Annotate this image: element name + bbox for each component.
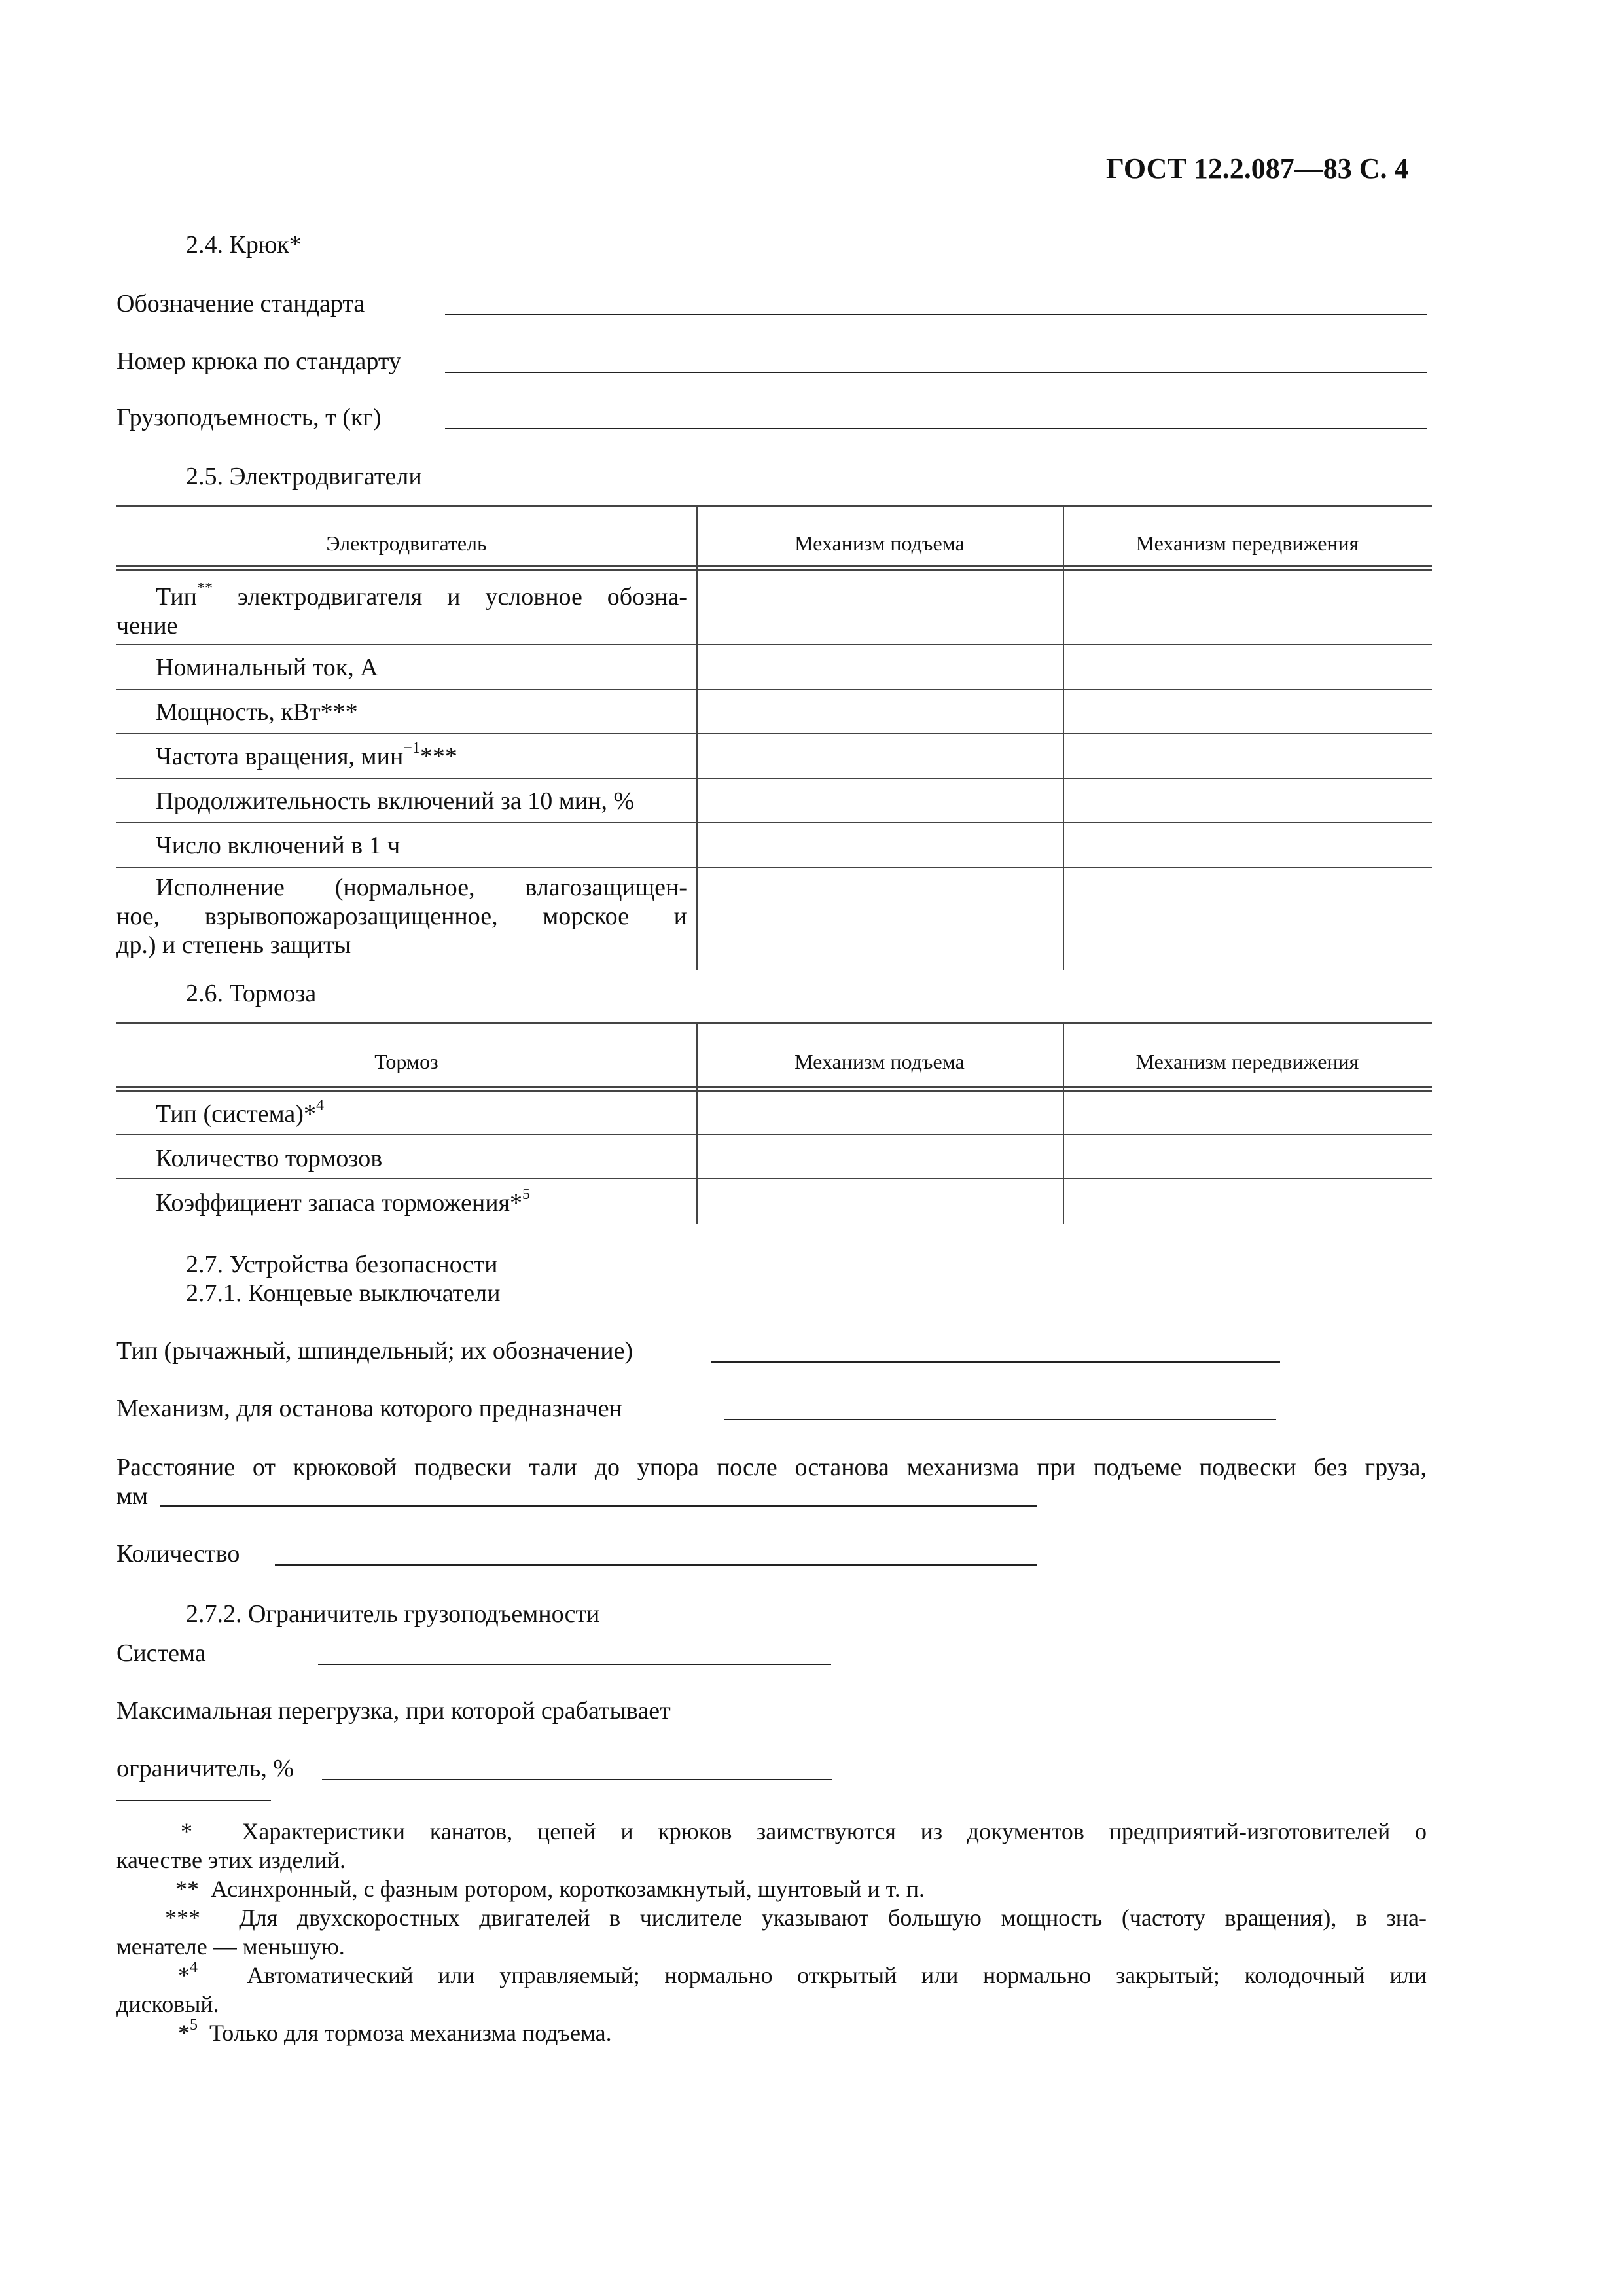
field-label-hook-number: Номер крюка по стандарту [116, 348, 402, 375]
field-label-switch-type: Тип (рычажный, шпиндельный; их обозначение) [116, 1337, 633, 1365]
section-motors-title: 2.5. Электродвигатели [186, 463, 422, 490]
motors-col-header-lift: Механизм подъема [794, 531, 965, 555]
field-label-standard: Обозначение стандарта [116, 290, 365, 317]
footnote-text-cont: менателе — меньшую. [116, 1933, 345, 1960]
footnote-mark: * [178, 2020, 190, 2046]
footnote-text-cont: дисковый. [116, 1991, 219, 2017]
footnote-mark: ** [175, 1876, 199, 1902]
brakes-col-header-travel: Механизм передвижения [1135, 1050, 1359, 1073]
field-label-quantity: Количество [116, 1540, 240, 1568]
footnote-mark: *** [165, 1905, 200, 1931]
unit-exponent: −1 [403, 740, 420, 757]
field-label-distance: Расстояние от крюковой подвески тали до упора после останова механизма при подъеме подвески без груза, [116, 1454, 1427, 1481]
motors-row-type-text: Тип [156, 583, 197, 611]
motors-col-header-travel: Механизм передвижения [1135, 531, 1359, 555]
motors-row-type-text-cont: чение [116, 612, 178, 639]
brakes-table-top-border [116, 1022, 1432, 1024]
footnote-text-cont: качестве этих изделий. [116, 1847, 346, 1873]
field-line-standard[interactable] [445, 314, 1427, 315]
motors-table-row-divider [116, 644, 1432, 645]
field-line-distance[interactable] [160, 1505, 1037, 1507]
motors-col-header-motor: Электродвигатель [326, 531, 487, 555]
field-line-quantity[interactable] [275, 1564, 1037, 1566]
motors-row-duty: Продолжительность включений за 10 мин, % [156, 787, 635, 815]
brakes-col-header-brake: Тормоз [374, 1050, 438, 1073]
footnote-ref-5: 5 [522, 1186, 531, 1204]
motors-row-type-text-rest: электродвигателя и условное обозна- [212, 583, 687, 611]
footnote-mark-number: 5 [190, 2017, 198, 2034]
footnote-4 [116, 1961, 1427, 2018]
field-line-switch-type[interactable] [711, 1361, 1280, 1363]
field-line-capacity[interactable] [445, 428, 1427, 429]
brakes-col-header-lift: Механизм подъема [794, 1050, 965, 1073]
brakes-row-margin-text: Коэффициент запаса торможения* [156, 1189, 523, 1217]
motors-table-top-border [116, 505, 1432, 507]
brakes-row-type-text: Тип (система)* [156, 1100, 316, 1128]
brakes-table-row-divider [116, 1178, 1432, 1179]
footnote-ref-3: *** [419, 743, 457, 770]
footnote-5 [178, 2018, 612, 2047]
motors-row-starts: Число включений в 1 ч [156, 832, 401, 859]
motors-table-col-divider [696, 505, 698, 970]
field-label-mechanism: Механизм, для останова которого предназначен [116, 1395, 622, 1422]
section-brakes-title: 2.6. Тормоза [186, 980, 317, 1007]
footnote-mark-number: 4 [190, 1959, 198, 1976]
motors-table-col-divider [1063, 505, 1064, 970]
field-line-system[interactable] [318, 1664, 831, 1665]
footnote-text: Только для тормоза механизма подъема. [209, 2020, 612, 2046]
motors-table-row-divider [116, 822, 1432, 823]
document-header: ГОСТ 12.2.087—83 С. 4 [1106, 152, 1409, 185]
field-label-capacity: Грузоподъемность, т (кг) [116, 404, 382, 431]
brakes-row-count: Количество тормозов [156, 1145, 383, 1172]
footnote-ref-4: 4 [315, 1097, 324, 1115]
footnote-mark: * [181, 1818, 192, 1844]
section-load-limiter-title: 2.7.2. Ограничитель грузоподъемности [186, 1600, 600, 1628]
motors-row-design-line2: ное, взрывопожарозащищенное, морское и [116, 903, 687, 930]
motors-row-power: Мощность, кВт*** [156, 698, 358, 726]
footnote-text: Для двухскоростных двигателей в числителе указывают большую мощность (частоту вращения), в зна- [239, 1905, 1427, 1931]
motors-row-design [116, 873, 687, 960]
brakes-row-type [156, 1097, 324, 1128]
section-safety-title: 2.7. Устройства безопасности [186, 1251, 498, 1278]
motors-row-type [116, 580, 687, 640]
footnote-separator [116, 1800, 271, 1801]
field-label-distance-unit: мм [116, 1482, 149, 1510]
section-hook-title: 2.4. Крюк* [186, 231, 302, 259]
brakes-table-row-divider [116, 1134, 1432, 1135]
footnote-text: Автоматический или управляемый; нормально открытый или нормально закрытый; колодочный или [247, 1962, 1427, 1988]
motors-table-row-divider [116, 867, 1432, 868]
field-line-mechanism[interactable] [724, 1419, 1276, 1420]
footnote-2 [175, 1874, 925, 1903]
footnote-text: Характеристики канатов, цепей и крюков заимствуются из документов предприятий-изготовителей о [241, 1818, 1427, 1844]
field-label-overload: Максимальная перегрузка, при которой срабатывает [116, 1697, 671, 1725]
motors-table-row-divider [116, 733, 1432, 734]
footnote-3 [116, 1903, 1427, 1961]
field-line-limiter[interactable] [322, 1779, 832, 1780]
brakes-table-header-border [116, 1086, 1432, 1092]
footnote-text: Асинхронный, с фазным ротором, короткозамкнутый, шунтовый и т. п. [211, 1876, 925, 1902]
motors-table-header-border [116, 565, 1432, 571]
footnote-mark: * [178, 1962, 190, 1988]
field-label-limiter: ограничитель, % [116, 1755, 294, 1782]
brakes-row-margin [156, 1186, 531, 1217]
motors-row-speed-text: Частота вращения, мин [156, 743, 404, 770]
field-line-hook-number[interactable] [445, 372, 1427, 373]
motors-row-design-line1: Исполнение (нормальное, влагозащищен- [156, 874, 687, 901]
motors-table-row-divider [116, 778, 1432, 779]
motors-table-row-divider [116, 689, 1432, 690]
field-label-system: Система [116, 1640, 206, 1667]
motors-row-current: Номинальный ток, А [156, 654, 378, 681]
footnote-1 [116, 1817, 1427, 1874]
section-limit-switches-title: 2.7.1. Концевые выключатели [186, 1280, 501, 1307]
motors-row-speed [156, 742, 457, 771]
footnote-ref-2: ** [196, 580, 213, 598]
motors-row-design-line3: др.) и степень защиты [116, 931, 351, 959]
